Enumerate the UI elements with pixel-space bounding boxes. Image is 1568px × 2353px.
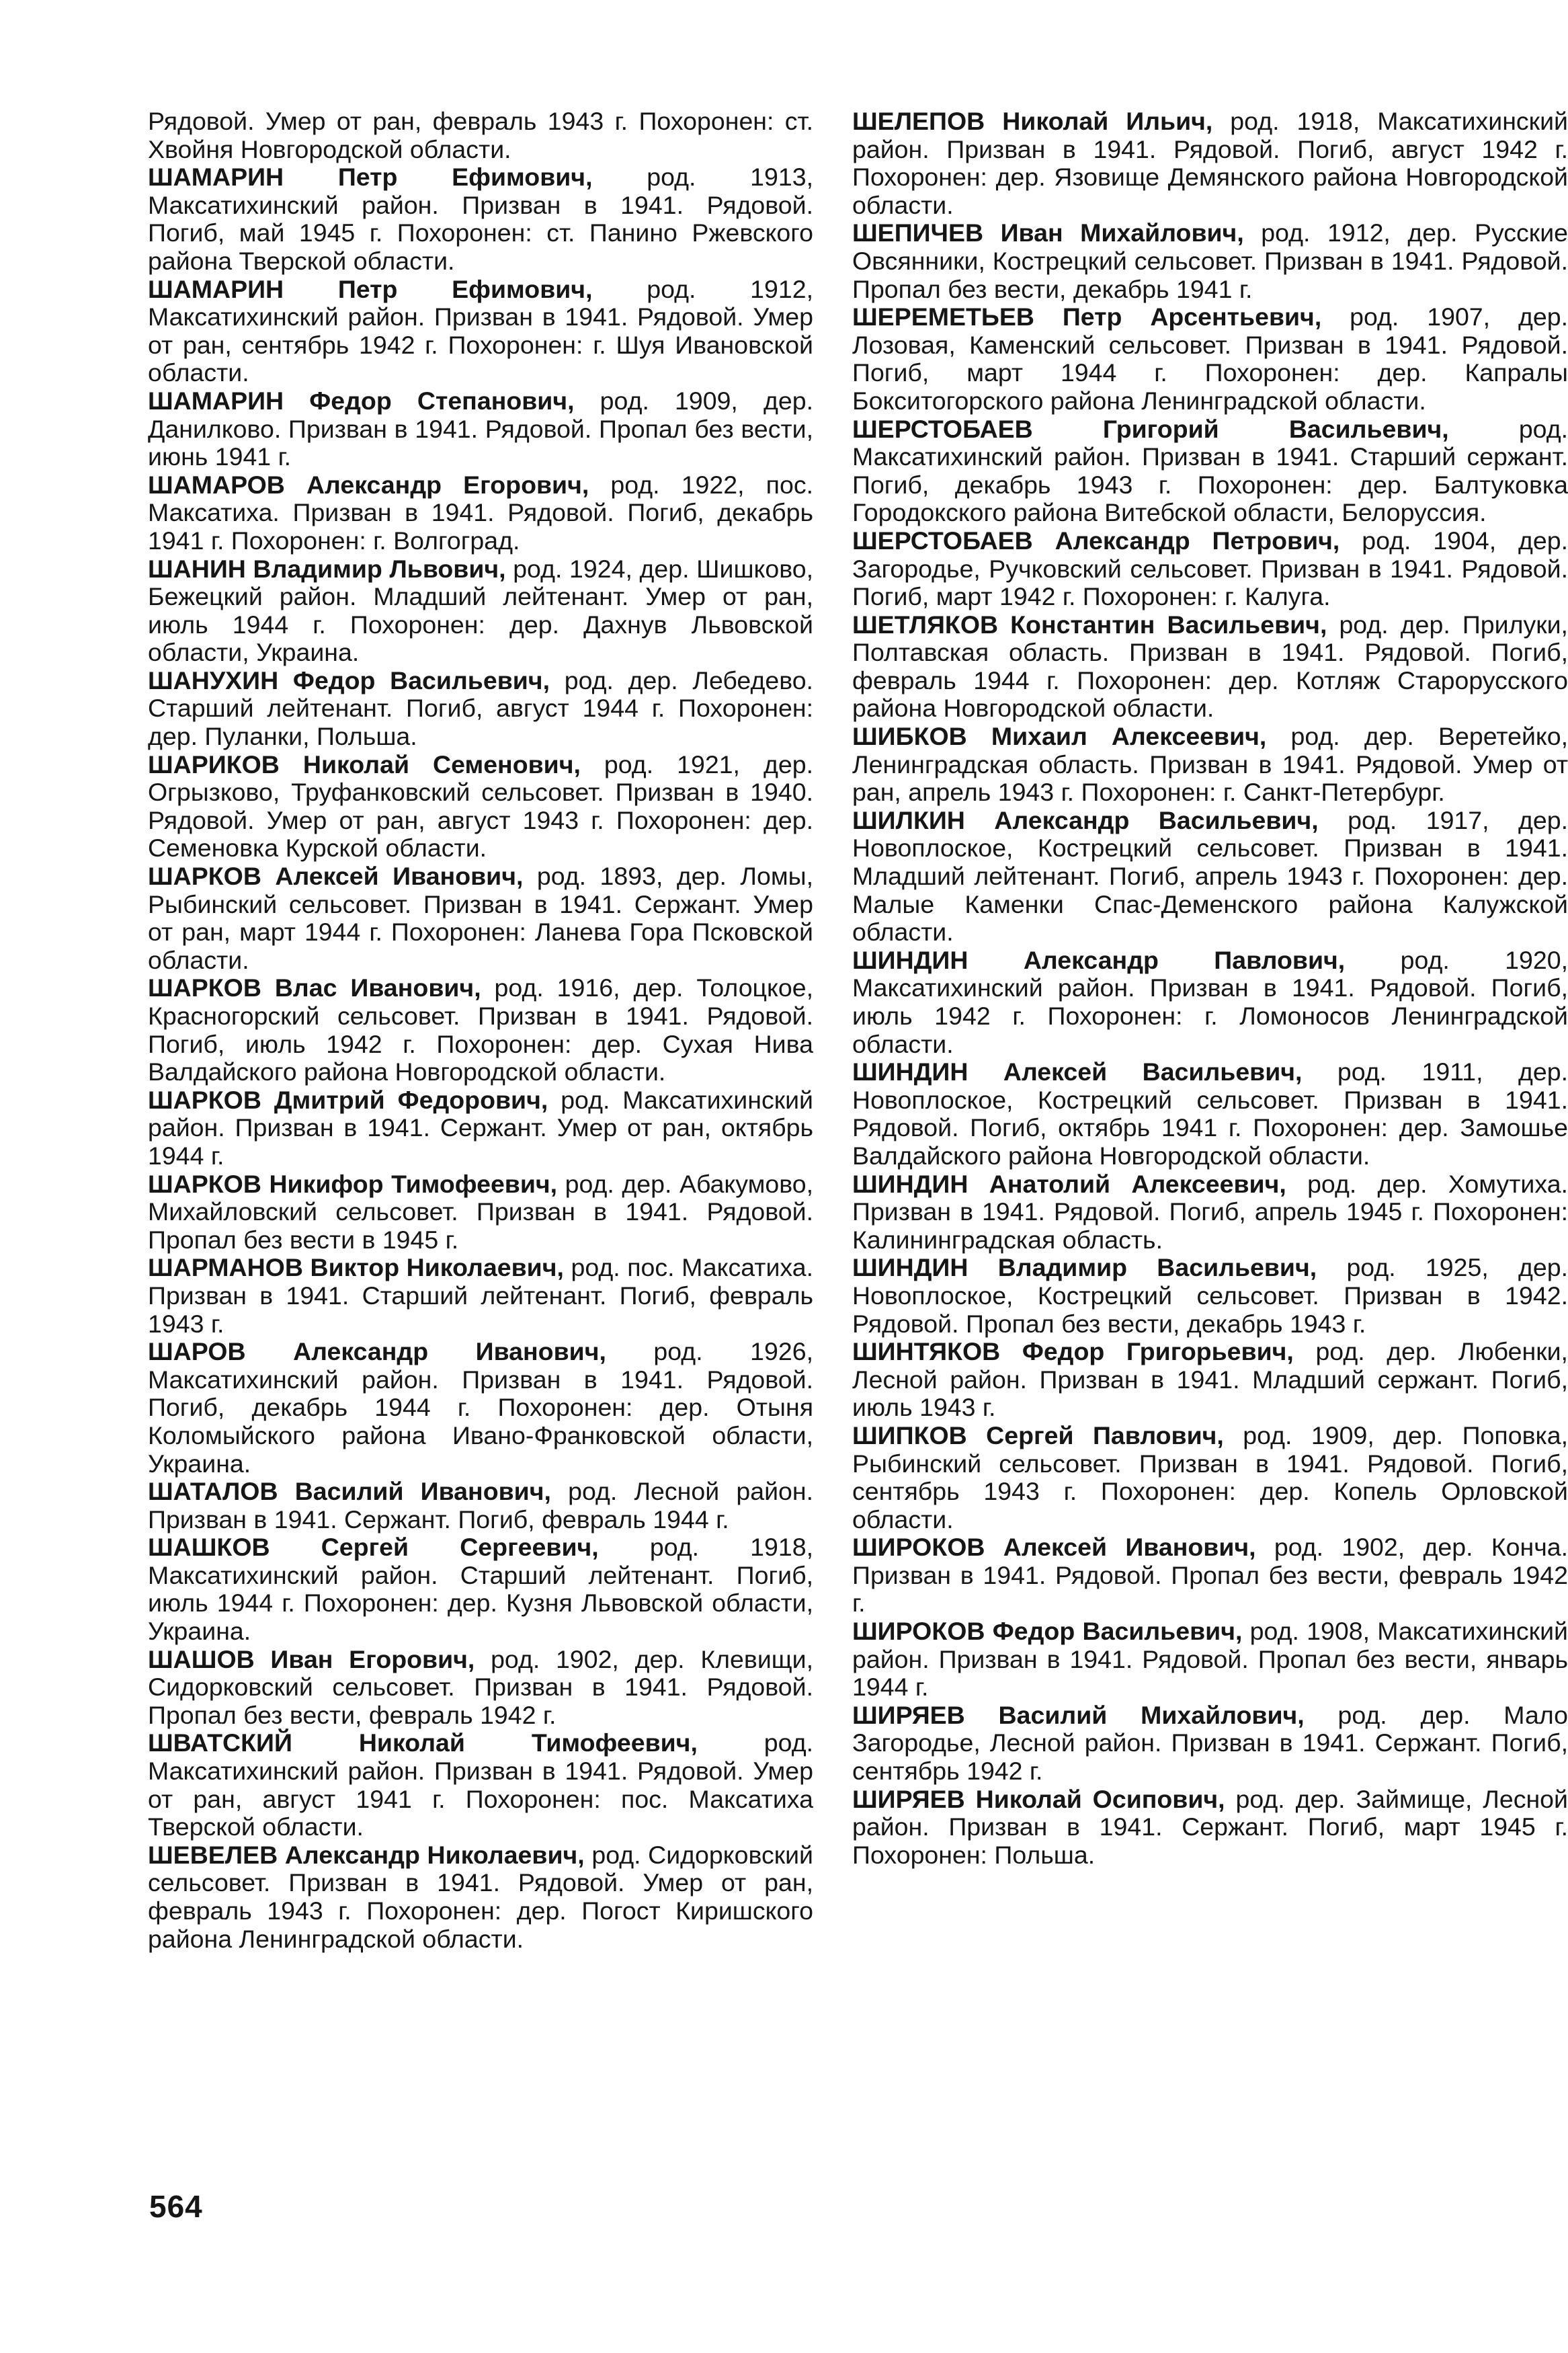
entry-name: ШАШКОВ Сергей Сергеевич, bbox=[148, 1533, 599, 1562]
entry-text: род. дер. Лебедево. Старший лейтенант. Погиб, август 1944 г. Похоронен: дер. Пуланки, Польша. bbox=[148, 666, 813, 751]
entry-name: ШАМАРИН Петр Ефимович, bbox=[148, 274, 593, 303]
entry-name: ШАРИКОВ Николай Семенович, bbox=[148, 750, 581, 779]
entry-name: ШЕПИЧЕВ Иван Михайлович, bbox=[852, 218, 1244, 247]
entry-text: род. Сидорковский сельсовет. Призван в 1941. Рядовой. Умер от ран, февраль 1943 г. Похоронен: дер. Погост Киришского района Ленинградской области. bbox=[148, 1840, 813, 1953]
entry bbox=[148, 276, 813, 387]
entry-name: ШАМАРОВ Александр Егорович, bbox=[148, 470, 589, 499]
entry-name: ШИНТЯКОВ Федор Григорьевич, bbox=[852, 1337, 1294, 1366]
entry bbox=[852, 527, 1568, 611]
entry-text: род. дер. Хомутиха. Призван в 1941. Рядовой. Погиб, апрель 1945 г. Похоронен: Калининградская область. bbox=[852, 1169, 1568, 1254]
entry bbox=[148, 163, 813, 275]
entry-name: ШАМАРИН Петр Ефимович, bbox=[148, 163, 593, 192]
entry-text: род. 1893, дер. Ломы, Рыбинский сельсовет. Призван в 1941. Сержант. Умер от ран, март 1944 г. Похоронен: Ланева Гора Псковской области. bbox=[148, 862, 813, 974]
entry-text: род. 1908, Максатихинский район. Призван в 1941. Рядовой. Пропал без вести, январь 1944 г. bbox=[852, 1617, 1568, 1702]
entry-name: ШИНДИН Александр Павлович, bbox=[852, 945, 1346, 974]
entry bbox=[148, 555, 813, 667]
entry-name: ШЕРСТОБАЕВ Григорий Васильевич, bbox=[852, 414, 1449, 443]
entry bbox=[148, 387, 813, 471]
entry-text: род. Максатихинский район. Призван в 1941. Рядовой. Умер от ран, август 1941 г. Похоронен: пос. Максатиха Тверской области. bbox=[148, 1728, 813, 1841]
entry-text: род. пос. Максатиха. Призван в 1941. Старший лейтенант. Погиб, февраль 1943 г. bbox=[148, 1253, 813, 1338]
entry-text: род. 1916, дер. Толоцкое, Красногорский сельсовет. Призван в 1941. Рядовой. Погиб, июль 1942 г. Похоронен: дер. Сухая Нива Валдайского района Новгородской области. bbox=[148, 973, 813, 1086]
entry-text: род. дер. Веретейко, Ленинградская область. Призван в 1941. Рядовой. Умер от ран, апрель 1943 г. Похоронен: г. Санкт-Петербург. bbox=[852, 722, 1568, 807]
entry-name: ШИРОКОВ Федор Васильевич, bbox=[852, 1617, 1243, 1646]
entry bbox=[852, 1786, 1568, 1870]
entry-text: род. Максатихинский район. Призван в 1941. Сержант. Умер от ран, октябрь 1944 г. bbox=[148, 1085, 813, 1170]
entry-name: ШИРЯЕВ Василий Михайлович, bbox=[852, 1700, 1305, 1729]
entry-name: ШАРКОВ Влас Иванович, bbox=[148, 973, 481, 1002]
entry-name: ШИНДИН Алексей Васильевич, bbox=[852, 1058, 1303, 1086]
entry bbox=[148, 667, 813, 751]
entry bbox=[852, 1338, 1568, 1422]
entry bbox=[148, 1841, 813, 1953]
entry-name: ШАРКОВ Алексей Иванович, bbox=[148, 862, 524, 891]
entry bbox=[148, 108, 813, 163]
entry bbox=[148, 751, 813, 863]
entry-name: ШЕЛЕПОВ Николай Ильич, bbox=[852, 107, 1213, 135]
entry-text: род. 1913, Максатихинский район. Призван в 1941. Рядовой. Погиб, май 1945 г. Похоронен: ст. Панино Ржевского района Тверской области. bbox=[148, 163, 813, 275]
entry-text: род. 1918, Максатихинский район. Старший лейтенант. Погиб, июль 1944 г. Похоронен: дер. Кузня Львовской области, Украина. bbox=[148, 1533, 813, 1646]
entry-name: ШЕТЛЯКОВ Константин Васильевич, bbox=[852, 610, 1327, 639]
entry bbox=[852, 807, 1568, 947]
entry bbox=[148, 1086, 813, 1170]
entry bbox=[148, 863, 813, 974]
entry-text: род. 1921, дер. Огрызково, Труфанковский сельсовет. Призван в 1940. Рядовой. Умер от ран, август 1943 г. Похоронен: дер. Семеновка Курской области. bbox=[148, 750, 813, 863]
entry bbox=[852, 1254, 1568, 1338]
entry-text: род. 1904, дер. Загородье, Ручковский сельсовет. Призван в 1941. Рядовой. Погиб, март 1942 г. Похоронен: г. Калуга. bbox=[852, 526, 1568, 611]
entry-name: ШИБКОВ Михаил Алексеевич, bbox=[852, 722, 1267, 751]
entry bbox=[852, 303, 1568, 415]
entry bbox=[148, 1478, 813, 1533]
entry-text: род. 1926, Максатихинский район. Призван в 1941. Рядовой. Погиб, декабрь 1944 г. Похоронен: дер. Отыня Коломыйского района Ивано-Франковской области, Украина. bbox=[148, 1337, 813, 1478]
entry-text: род. 1907, дер. Лозовая, Каменский сельсовет. Призван в 1941. Рядовой. Погиб, март 1944 г. Похоронен: дер. Капралы Бокситогорского района Ленинградской области. bbox=[852, 303, 1568, 415]
entry-text: род. 1912, дер. Русские Овсянники, Кострецкий сельсовет. Призван в 1941. Рядовой. Пропал без вести, декабрь 1941 г. bbox=[852, 218, 1568, 303]
entry-name: ШАРКОВ Дмитрий Федорович, bbox=[148, 1085, 548, 1114]
left-column bbox=[148, 108, 813, 1953]
entry-name: ШАШОВ Иван Егорович, bbox=[148, 1644, 475, 1673]
entry-name: ШИРОКОВ Алексей Иванович, bbox=[852, 1533, 1256, 1562]
entry bbox=[148, 1254, 813, 1338]
entry-text: род. дер. Любенки, Лесной район. Призван в 1941. Младший сержант. Погиб, июль 1943 г. bbox=[852, 1337, 1568, 1422]
entry-text: род. 1925, дер. Новоплоское, Кострецкий сельсовет. Призван в 1942. Рядовой. Пропал без вести, декабрь 1943 г. bbox=[852, 1253, 1568, 1338]
entry bbox=[852, 1058, 1568, 1170]
page-number: 564 bbox=[149, 2189, 203, 2224]
entry-name: ШАМАРИН Федор Степанович, bbox=[148, 386, 575, 415]
entry bbox=[852, 1702, 1568, 1786]
entry bbox=[852, 108, 1568, 219]
entry-name: ШИНДИН Анатолий Алексеевич, bbox=[852, 1169, 1286, 1198]
entry-name: ШАРКОВ Никифор Тимофеевич, bbox=[148, 1169, 558, 1198]
entry bbox=[852, 1422, 1568, 1533]
entry bbox=[148, 471, 813, 555]
entry bbox=[852, 1533, 1568, 1618]
entry-name: ШИРЯЕВ Николай Осипович, bbox=[852, 1784, 1225, 1813]
entry-text: род. дер. Займище, Лесной район. Призван в 1941. Сержант. Погиб, март 1945 г. Похоронен: Польша. bbox=[852, 1784, 1568, 1869]
entry-text: род. 1902, дер. Клевищи, Сидорковский сельсовет. Призван в 1941. Рядовой. Пропал без вести, февраль 1942 г. bbox=[148, 1644, 813, 1729]
entry-name: ШАРМАНОВ Виктор Николаевич, bbox=[148, 1253, 564, 1282]
entry bbox=[148, 1533, 813, 1645]
entry-name: ШАНИН Владимир Львович, bbox=[148, 554, 506, 583]
entry bbox=[852, 1170, 1568, 1254]
entry-text: род. дер. Мало Загородье, Лесной район. Призван в 1941. Сержант. Погиб, сентябрь 1942 г. bbox=[852, 1700, 1568, 1786]
entry bbox=[148, 1338, 813, 1478]
entry bbox=[852, 947, 1568, 1058]
entry-name: ШАТАЛОВ Василий Иванович, bbox=[148, 1477, 551, 1506]
entry-text: род. Лесной район. Призван в 1941. Сержант. Погиб, февраль 1944 г. bbox=[148, 1477, 813, 1533]
right-column bbox=[852, 107, 1568, 1869]
entry-text: род. 1922, пос. Максатиха. Призван в 1941. Рядовой. Погиб, декабрь 1941 г. Похоронен: г. Волгоград. bbox=[148, 470, 813, 555]
entry-text: род. 1911, дер. Новоплоское, Кострецкий сельсовет. Призван в 1941. Рядовой. Погиб, октябрь 1941 г. Похоронен: дер. Замошье Валдайского района Новгородской области. bbox=[852, 1058, 1568, 1170]
entry bbox=[148, 1729, 813, 1841]
entry-name: ШЕВЕЛЕВ Александр Николаевич, bbox=[148, 1840, 585, 1869]
entry bbox=[148, 1646, 813, 1730]
entry-text: род. 1902, дер. Конча. Призван в 1941. Рядовой. Пропал без вести, февраль 1942 г. bbox=[852, 1533, 1568, 1618]
entry-name: ШЕРСТОБАЕВ Александр Петрович, bbox=[852, 526, 1340, 555]
entry bbox=[148, 974, 813, 1086]
entry-name: ШЕРЕМЕТЬЕВ Петр Арсентьевич, bbox=[852, 303, 1322, 331]
entry-name: ШИНДИН Владимир Васильевич, bbox=[852, 1253, 1317, 1282]
entry-name: ШАРОВ Александр Иванович, bbox=[148, 1337, 606, 1366]
entry-text: род. 1917, дер. Новоплоское, Кострецкий сельсовет. Призван в 1941. Младший лейтенант. Погиб, апрель 1943 г. Похоронен: дер. Малые Каменки Спас-Деменского района Калужской области. bbox=[852, 805, 1568, 947]
entry-text: Рядовой. Умер от ран, февраль 1943 г. Похоронен: ст. Хвойня Новгородской области. bbox=[148, 107, 813, 163]
entry-name: ШВАТСКИЙ Николай Тимофеевич, bbox=[148, 1728, 698, 1757]
entry-text: род. Максатихинский район. Призван в 1941. Старший сержант. Погиб, декабрь 1943 г. Похоронен: дер. Балтуковка Городокского района Витебской области, Белоруссия. bbox=[852, 414, 1568, 527]
entry bbox=[148, 1170, 813, 1254]
entry-text: род. 1912, Максатихинский район. Призван в 1941. Рядовой. Умер от ран, сентябрь 1942 г. Похоронен: г. Шуя Ивановской области. bbox=[148, 274, 813, 387]
entry bbox=[852, 415, 1568, 527]
entry bbox=[852, 723, 1568, 807]
entry bbox=[852, 219, 1568, 303]
entry-text: род. 1909, дер. Поповка, Рыбинский сельсовет. Призван в 1941. Рядовой. Погиб, сентябрь 1943 г. Похоронен: дер. Копель Орловской области. bbox=[852, 1421, 1568, 1533]
entry-name: ШАНУХИН Федор Васильевич, bbox=[148, 666, 550, 694]
entry-text: род. дер. Прилуки, Полтавская область. Призван в 1941. Рядовой. Погиб, февраль 1944 г. Похоронен: дер. Котляж Старорусского района Новгородской области. bbox=[852, 610, 1568, 723]
entry bbox=[852, 611, 1568, 723]
entry bbox=[852, 1618, 1568, 1702]
entry-text: род. 1920, Максатихинский район. Призван в 1941. Рядовой. Погиб, июль 1942 г. Похоронен: г. Ломоносов Ленинградской области. bbox=[852, 945, 1568, 1058]
entry-name: ШИПКОВ Сергей Павлович, bbox=[852, 1421, 1224, 1449]
entry-text: род. 1918, Максатихинский район. Призван в 1941. Рядовой. Погиб, август 1942 г. Похоронен: дер. Язовище Демянского района Новгородской области. bbox=[852, 107, 1568, 219]
entry-text: род. дер. Абакумово, Михайловский сельсовет. Призван в 1941. Рядовой. Пропал без вести в 1945 г. bbox=[148, 1169, 813, 1254]
entry-name: ШИЛКИН Александр Васильевич, bbox=[852, 805, 1319, 834]
entry-text: род. 1909, дер. Данилково. Призван в 1941. Рядовой. Пропал без вести, июнь 1941 г. bbox=[148, 386, 813, 471]
entry-text: род. 1924, дер. Шишково, Бежецкий район. Младший лейтенант. Умер от ран, июль 1944 г. Похоронен: дер. Дахнув Львовской области, Украина. bbox=[148, 554, 813, 667]
